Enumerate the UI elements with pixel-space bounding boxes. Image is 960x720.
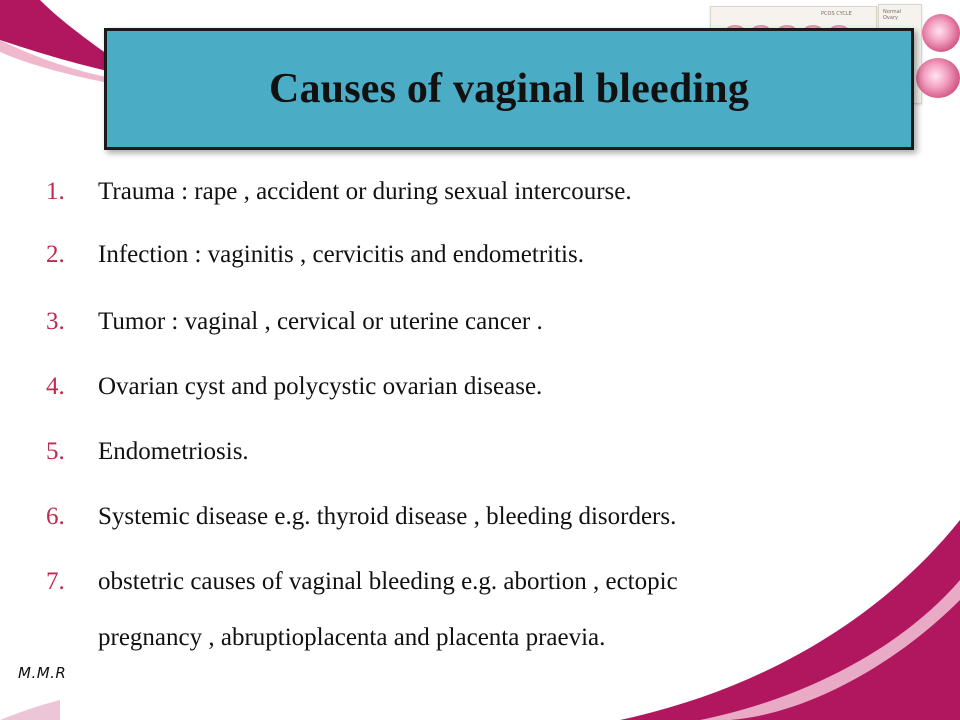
list-item-text: obstetric causes of vaginal bleeding e.g. abortion , ectopic bbox=[98, 568, 678, 595]
thumbnail-caption: Normal Ovary bbox=[883, 9, 902, 21]
list-item-number: 7. bbox=[46, 568, 65, 595]
list-item-number: 1. bbox=[46, 178, 65, 205]
list-item-text: Trauma : rape , accident or during sexual intercourse. bbox=[98, 178, 632, 205]
list-item-number: 3. bbox=[46, 308, 65, 335]
list-item-text: pregnancy , abruptioplacenta and placenta praevia. bbox=[98, 624, 606, 651]
list-item-number: 5. bbox=[46, 438, 65, 465]
author-initials: M.M.R bbox=[18, 664, 67, 682]
list-item-text: Endometriosis. bbox=[98, 438, 249, 465]
list-item-number: 4. bbox=[46, 373, 65, 400]
list-item-text: Infection : vaginitis , cervicitis and endometritis. bbox=[98, 241, 584, 268]
list-item-text: Systemic disease e.g. thyroid disease , bleeding disorders. bbox=[98, 503, 677, 530]
list-item-number: 6. bbox=[46, 503, 65, 530]
list-item-text: Ovarian cyst and polycystic ovarian disease. bbox=[98, 373, 543, 400]
slide-title: Causes of vaginal bleeding bbox=[268, 66, 750, 112]
thumbnail-caption: PCOS CYCLE bbox=[821, 11, 852, 17]
list-item-text: Tumor : vaginal , cervical or uterine cancer . bbox=[98, 308, 543, 335]
list-item-number: 2. bbox=[46, 241, 65, 268]
